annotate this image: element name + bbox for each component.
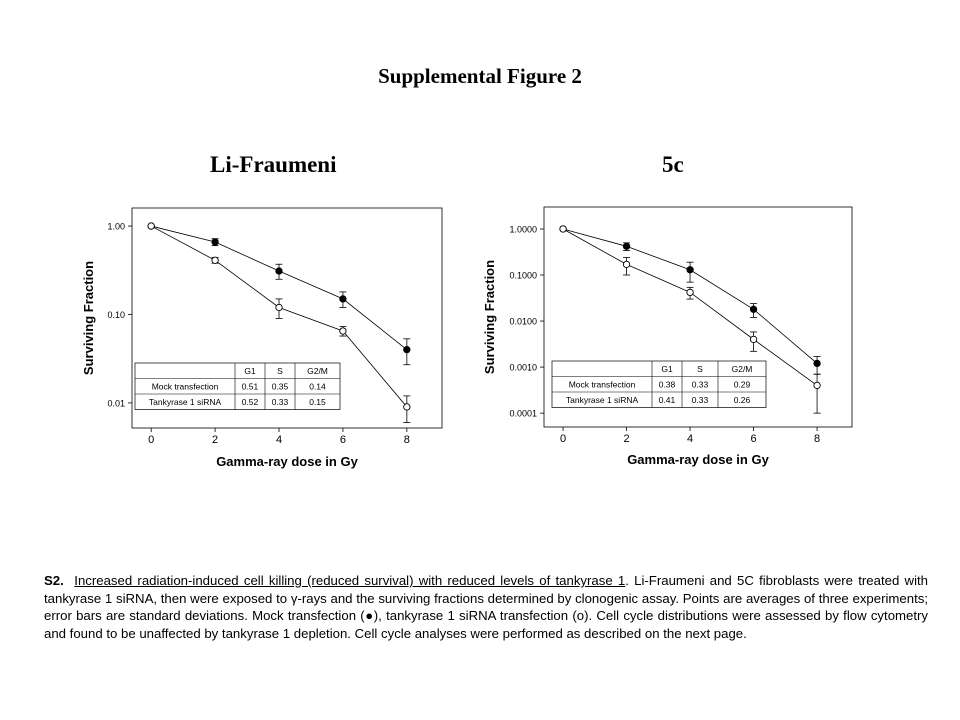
data-point-mock xyxy=(340,296,346,302)
table-cell: 0.15 xyxy=(309,397,326,408)
x-tick-label: 0 xyxy=(559,433,567,445)
caption-text: . Li-Fraumeni and 5C fibroblasts were treated with tankyrase 1 siRNA, then were exposed to γ-rays and the surviving fractions determined by clonogenic assay. Points are averages of three experiments; error bars are standard deviations. Mock transfection (●), tankyrase 1 siRNA transfection (o). Cell cycle distributions were assessed by flow cytometry and found to be unaffected by tankyrase 1 depletion. Cell cycle analyses were performed as described on the next page. xyxy=(44,573,928,641)
figure-caption xyxy=(44,572,928,642)
data-point-mock xyxy=(276,268,282,274)
data-point-tankyrase-sirna xyxy=(560,226,566,232)
data-point-mock xyxy=(212,239,218,245)
table-cell: Tankyrase 1 siRNA xyxy=(148,397,222,408)
x-tick-label: 8 xyxy=(403,434,410,446)
panel-title-5c: 5c xyxy=(662,152,684,177)
data-point-tankyrase-sirna xyxy=(814,382,820,388)
table-cell: 0.38 xyxy=(658,379,676,390)
table-header-cell: G1 xyxy=(244,366,256,377)
table-cell: 0.51 xyxy=(241,381,259,392)
table-header-cell: S xyxy=(697,364,703,375)
data-point-mock xyxy=(750,306,756,312)
figure-title: Supplemental Figure 2 xyxy=(378,64,582,88)
y-tick-label: 1.00 xyxy=(107,221,125,232)
data-point-tankyrase-sirna xyxy=(340,328,346,334)
x-tick-label: 6 xyxy=(750,433,757,445)
x-axis-label: Gamma-ray dose in Gy xyxy=(216,454,358,469)
table-cell: Tankyrase 1 siRNA xyxy=(565,395,639,406)
data-point-tankyrase-sirna xyxy=(404,404,410,410)
x-tick-label: 2 xyxy=(623,433,630,445)
x-tick-label: 4 xyxy=(686,433,694,445)
table-cell: 0.29 xyxy=(733,379,751,390)
table-cell: 0.33 xyxy=(691,395,709,406)
cell-cycle-table xyxy=(135,363,340,410)
y-tick-label: 0.0001 xyxy=(509,408,537,419)
data-point-tankyrase-sirna xyxy=(750,336,756,342)
y-tick-label: 0.10 xyxy=(107,309,125,320)
x-tick-label: 0 xyxy=(148,434,155,446)
y-tick-label: 1.0000 xyxy=(509,224,537,235)
y-tick-label: 0.01 xyxy=(107,398,125,409)
data-point-mock xyxy=(814,360,820,366)
table-cell: Mock transfection xyxy=(568,379,636,390)
x-tick-label: 4 xyxy=(275,434,283,446)
table-cell: Mock transfection xyxy=(151,381,219,392)
data-point-mock xyxy=(623,243,629,249)
panel-title-li-fraumeni: Li-Fraumeni xyxy=(210,152,337,177)
data-point-tankyrase-sirna xyxy=(212,257,218,263)
y-axis-label: Surviving Fraction xyxy=(482,259,497,375)
chart-5c xyxy=(472,195,872,485)
table-cell: 0.41 xyxy=(658,395,676,406)
table-cell: 0.52 xyxy=(241,397,259,408)
y-tick-label: 0.0010 xyxy=(509,362,537,373)
x-tick-label: 8 xyxy=(814,433,821,445)
data-point-tankyrase-sirna xyxy=(623,261,629,267)
y-tick-label: 0.1000 xyxy=(509,270,537,281)
caption-underlined: Increased radiation-induced cell killing (reduced survival) with reduced levels of tankyrase 1 xyxy=(74,573,626,588)
data-point-mock xyxy=(404,346,410,352)
chart-li-fraumeni xyxy=(70,195,410,485)
series-line-mock xyxy=(151,226,407,350)
x-tick-label: 2 xyxy=(212,434,219,446)
y-axis-label: Surviving Fraction xyxy=(81,260,96,376)
table-cell: 0.26 xyxy=(733,395,751,406)
data-point-mock xyxy=(687,267,693,273)
table-cell: 0.14 xyxy=(309,381,326,392)
table-header-cell: S xyxy=(277,366,283,377)
data-point-tankyrase-sirna xyxy=(687,289,693,295)
table-cell: 0.33 xyxy=(271,397,289,408)
table-cell: 0.35 xyxy=(271,381,289,392)
data-point-tankyrase-sirna xyxy=(276,304,282,310)
x-axis-label: Gamma-ray dose in Gy xyxy=(627,452,769,467)
table-header-cell: G2/M xyxy=(307,366,328,377)
table-header-cell: G2/M xyxy=(731,364,753,375)
caption-label: S2. xyxy=(44,573,64,588)
table-header-cell: G1 xyxy=(661,364,673,375)
cell-cycle-table xyxy=(552,361,766,408)
data-point-tankyrase-sirna xyxy=(148,223,154,229)
x-tick-label: 6 xyxy=(339,434,346,446)
table-cell: 0.33 xyxy=(691,379,709,390)
y-tick-label: 0.0100 xyxy=(509,316,537,327)
